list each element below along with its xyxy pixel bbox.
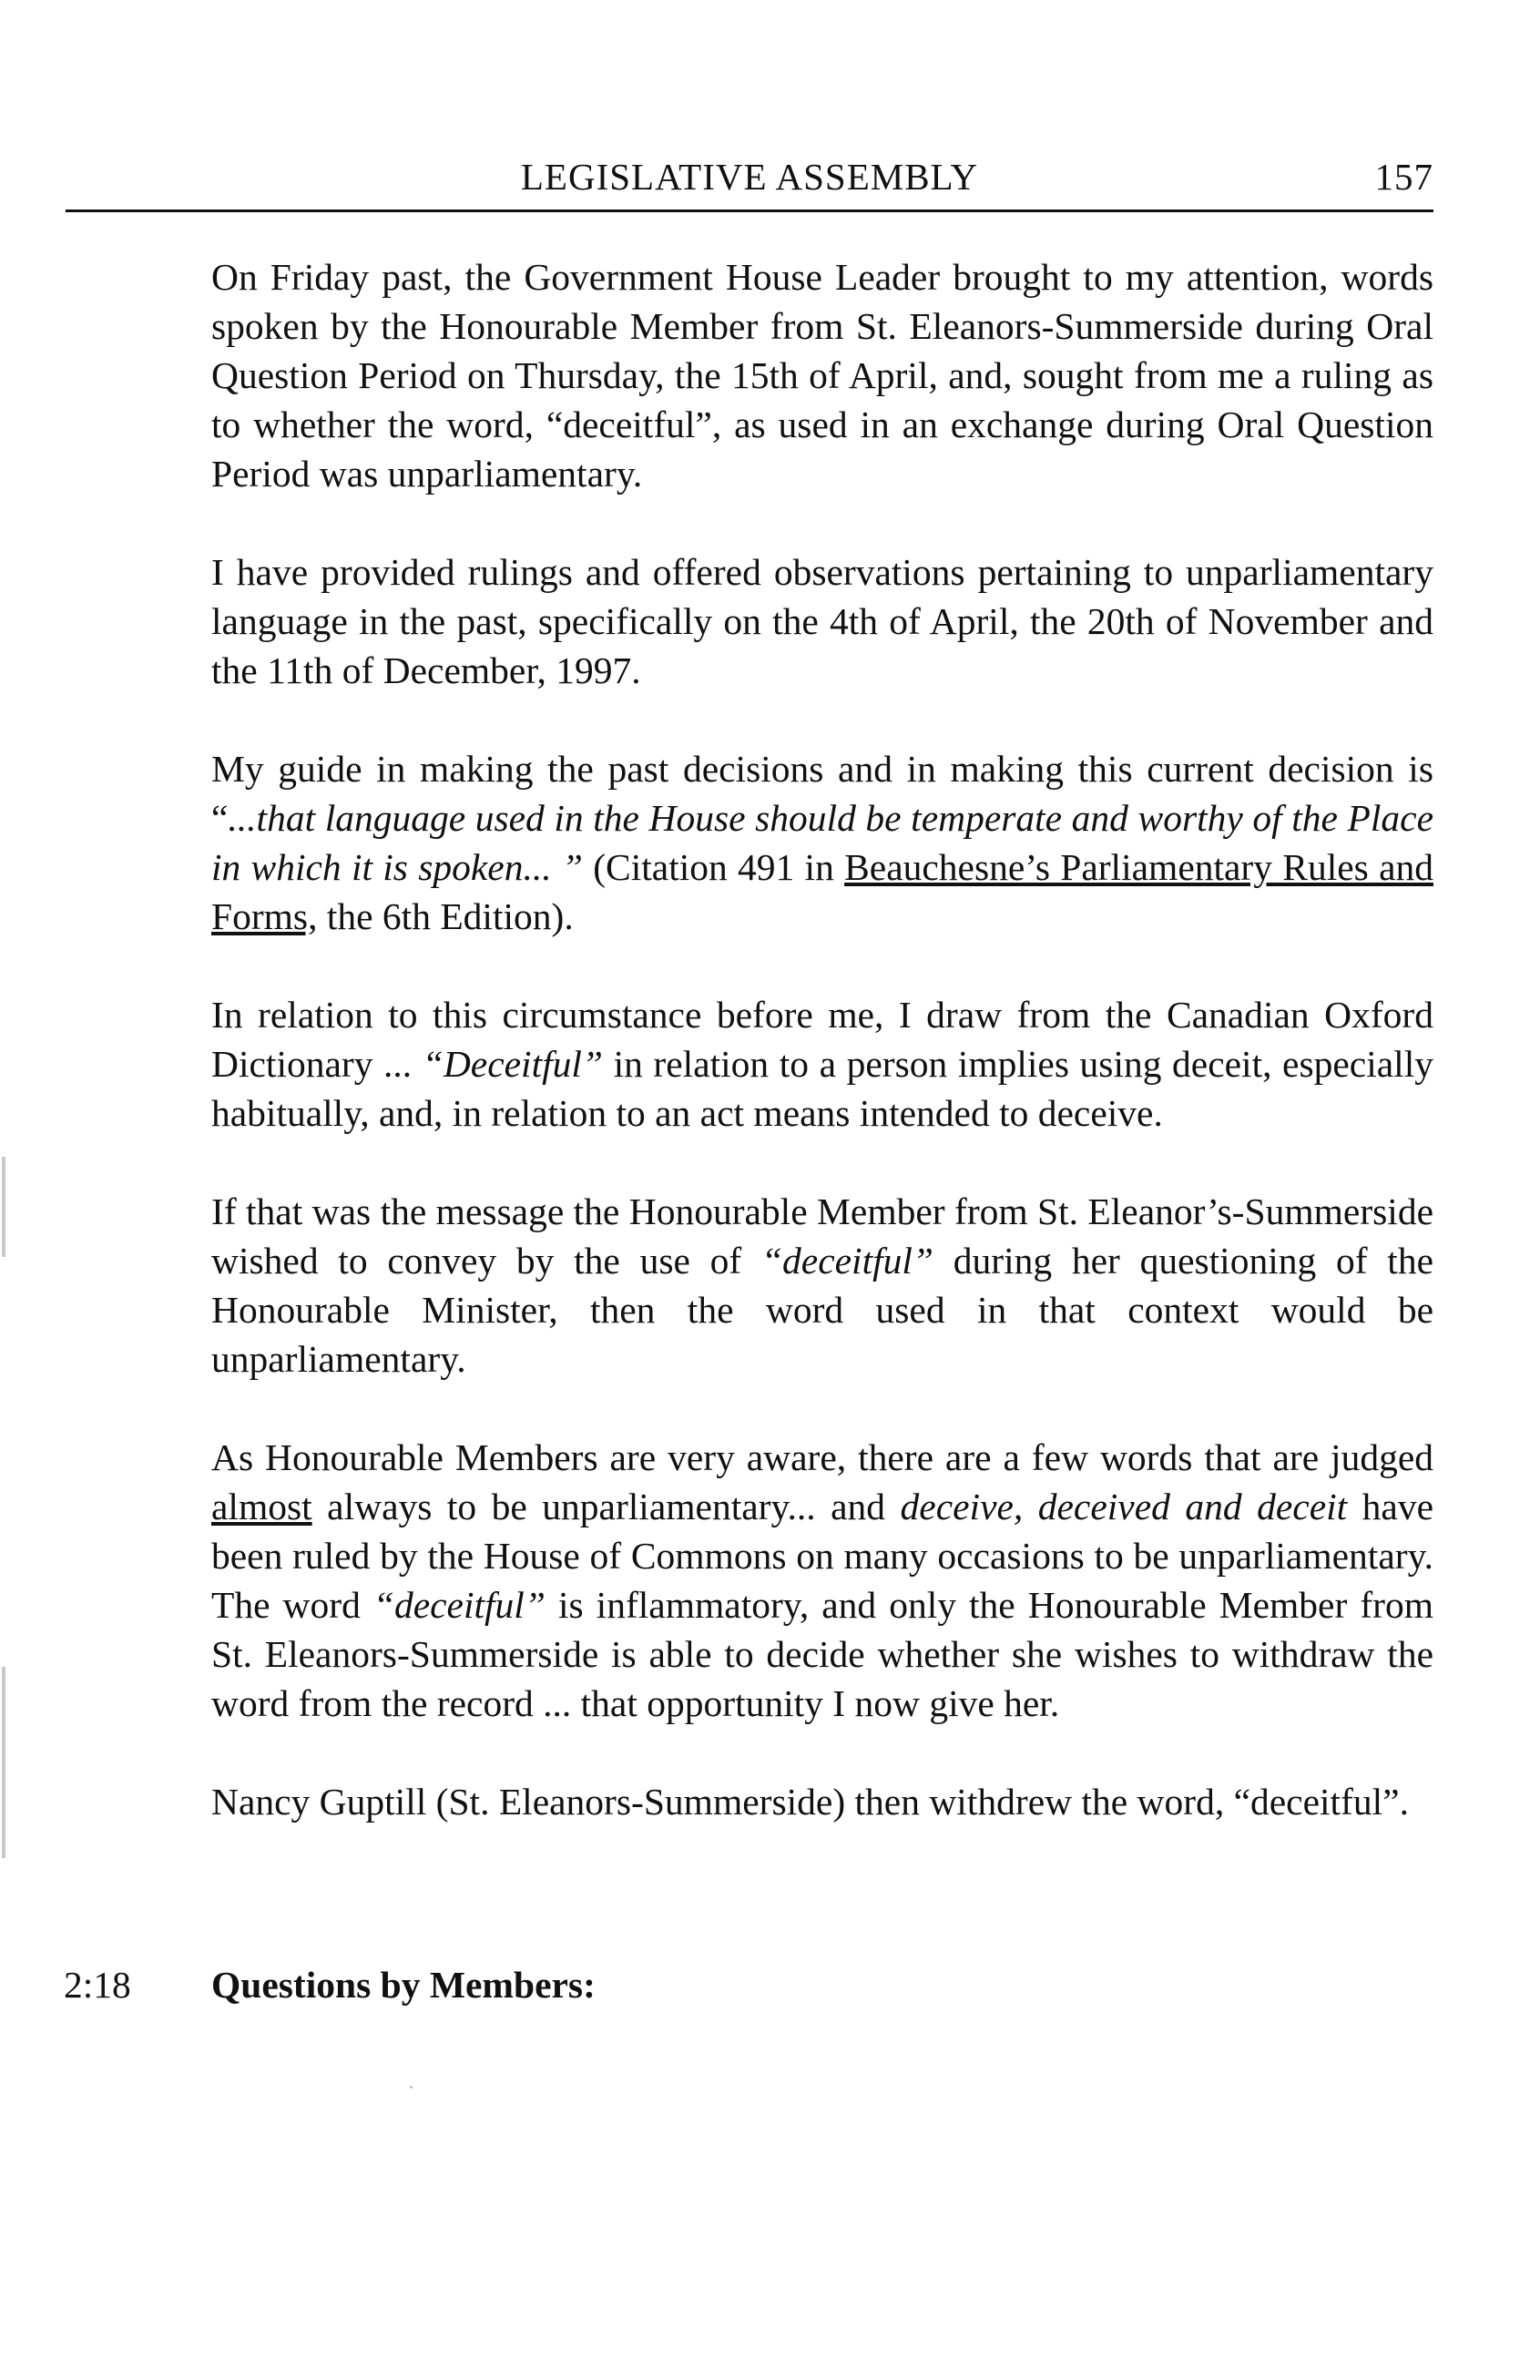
emphasized-term: “deceitful”	[372, 1584, 546, 1626]
emphasized-term: “deceitful”	[760, 1240, 934, 1282]
text-segment: As Honourable Members are very aware, there are a few words that are judged	[211, 1436, 1433, 1478]
text-segment: have been ruled by the House of Commons on many occasions to be unparliamentary. The word	[211, 1486, 1433, 1626]
text-segment: In relation to this circumstance before me, I draw from the Canadian Oxford Dictionary ...	[211, 994, 1433, 1085]
section-heading: Questions by Members:	[211, 1964, 596, 2006]
running-header	[66, 155, 1433, 212]
scan-margin-mark	[2, 1667, 5, 1858]
paragraph-message-intent	[211, 1187, 1433, 1384]
paragraph-request-for-ruling: On Friday past, the Government House Leader brought to my attention, words spoken by the Honourable Member from St. Eleanors-Summerside during Oral Question Period on Thursday, the 15th of April, and, sought from me a ruling as to whether the word, “deceitful”, as used in an exchange during Oral Question Period was unparliamentary.	[211, 256, 1433, 495]
running-title: LEGISLATIVE ASSEMBLY	[520, 156, 979, 198]
paragraph-guide-citation	[211, 744, 1433, 941]
paragraph-unparliamentary-words	[211, 1433, 1433, 1728]
paragraph-withdrawal: Nancy Guptill (St. Eleanors-Summerside) then withdrew the word, “deceitful”.	[211, 1781, 1409, 1823]
text-segment: always to be unparliamentary... and	[311, 1486, 901, 1527]
text-segment: is inflammatory, and only the Honourable Member from St. Eleanors-Summerside is able to decide whether she wishes to withdraw the word from the record ... that opportunity I now give her.	[211, 1584, 1433, 1724]
emphasized-term: “Deceitful”	[422, 1043, 603, 1085]
page-number: 157	[1374, 156, 1433, 198]
text-segment: (Citation 491 in	[582, 846, 845, 888]
text-segment: in relation to a person implies using deceit, especially habitually, and, in relation to an act means intended to deceive.	[211, 1043, 1433, 1134]
time-marker: 2:18	[64, 1964, 131, 2006]
paragraph-dictionary-definition	[211, 990, 1433, 1138]
emphasized-terms: deceive, deceived and deceit	[900, 1486, 1348, 1527]
book-title: Beauchesne’s Parliamentary Rules and Forms,	[211, 846, 1433, 937]
paragraph-past-rulings: I have provided rulings and offered observations pertaining to unparliamentary language in the past, specifically on the 4th of April, the 20th of November and the 11th of December, 1997.	[211, 551, 1433, 691]
text-segment: My guide in making the past decisions and in making this current decision is “	[211, 748, 1433, 839]
text-segment: the 6th Edition).	[317, 895, 574, 937]
body-text	[211, 252, 1433, 1875]
scan-margin-mark	[2, 1157, 5, 1257]
underlined-word: almost	[211, 1486, 312, 1527]
quoted-citation: ...that language used in the House should be temperate and worthy of the Place in which it is spoken... ”	[211, 797, 1433, 888]
text-segment: during her questioning of the Honourable Minister, then the word used in that context would be unparliamentary.	[211, 1240, 1433, 1380]
text-segment: If that was the message the Honourable Member from St. Eleanor’s-Summerside wished to convey by the use of	[211, 1190, 1433, 1282]
scan-speck	[410, 2086, 413, 2089]
